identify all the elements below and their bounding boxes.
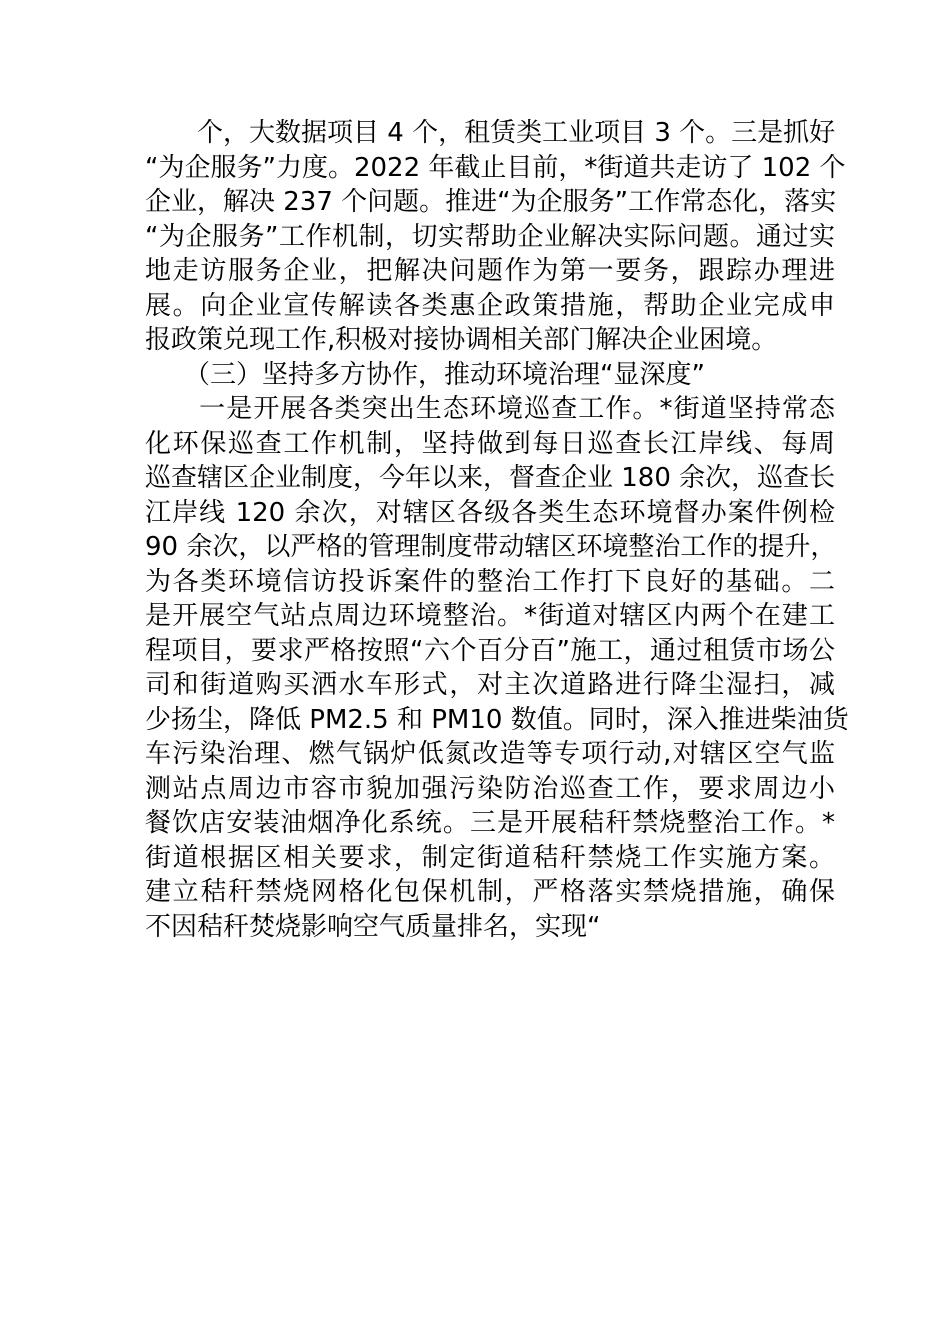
- text-line: 90 余次，以严格的管理制度带动辖区环境整治工作的提升，: [145, 532, 837, 562]
- text-line: 江岸线 120 余次，对辖区各级各类生态环境督办案件例检: [145, 497, 835, 528]
- text-line: 建立秸秆禁烧网格化包保机制，严格落实禁烧措施，确保: [145, 877, 835, 907]
- text-line: 地走访服务企业，把解决问题作为第一要务，跟踪办理进: [145, 256, 835, 286]
- text-line: 司和街道购买洒水车形式，对主次道路进行降尘湿扫，减: [145, 670, 835, 700]
- text-line: 是开展空气站点周边环境整治。*街道对辖区内两个在建工: [145, 601, 835, 631]
- section-heading: （三）坚持多方协作，推动环境治理“显深度”: [145, 359, 705, 390]
- text-line: 车污染治理、燃气锅炉低氮改造等专项行动,对辖区空气监: [145, 739, 835, 769]
- text-line: 化环保巡查工作机制，坚持做到每日巡查长江岸线、每周: [145, 428, 835, 459]
- text-line: 餐饮店安装油烟净化系统。三是开展秸秆禁烧整治工作。*: [145, 808, 835, 838]
- text-line: 少扬尘，降低 PM2.5 和 PM10 数值。同时，深入推进柴油货: [145, 704, 849, 735]
- text-line: 展。向企业宣传解读各类惠企政策措施，帮助企业完成申: [145, 290, 835, 321]
- text-line: 测站点周边市容市貌加强污染防治巡查工作，要求周边小: [145, 773, 835, 804]
- text-line: 街道根据区相关要求，制定街道秸秆禁烧工作实施方案。: [145, 842, 835, 873]
- paragraph-end-line: 不因秸秆焚烧影响空气质量排名，实现“: [145, 911, 601, 942]
- text-line: 个，大数据项目 4 个，租赁类工业项目 3 个。三是抓好: [145, 118, 836, 148]
- text-line: “为企服务”工作机制，切实帮助企业解决实际问题。通过实: [145, 221, 835, 252]
- text-line: 巡查辖区企业制度，今年以来，督查企业 180 余次，巡查长: [145, 463, 836, 493]
- body-text: [145, 116, 849, 944]
- text-line: 为各类环境信访投诉案件的整治工作打下良好的基础。二: [145, 566, 835, 597]
- text-line: 企业，解决 237 个问题。推进“为企服务”工作常态化，落实: [145, 187, 837, 217]
- text-line: 一是开展各类突出生态环境巡查工作。*街道坚持常态: [145, 394, 835, 424]
- text-line: 程项目，要求严格按照“六个百分百”施工，通过租赁市场公: [145, 635, 835, 666]
- text-line: “为企服务”力度。2022 年截止目前，*街道共走访了 102 个: [145, 152, 846, 183]
- paragraph-end-line: 报政策兑现工作,积极对接协调相关部门解决企业困境。: [145, 325, 778, 355]
